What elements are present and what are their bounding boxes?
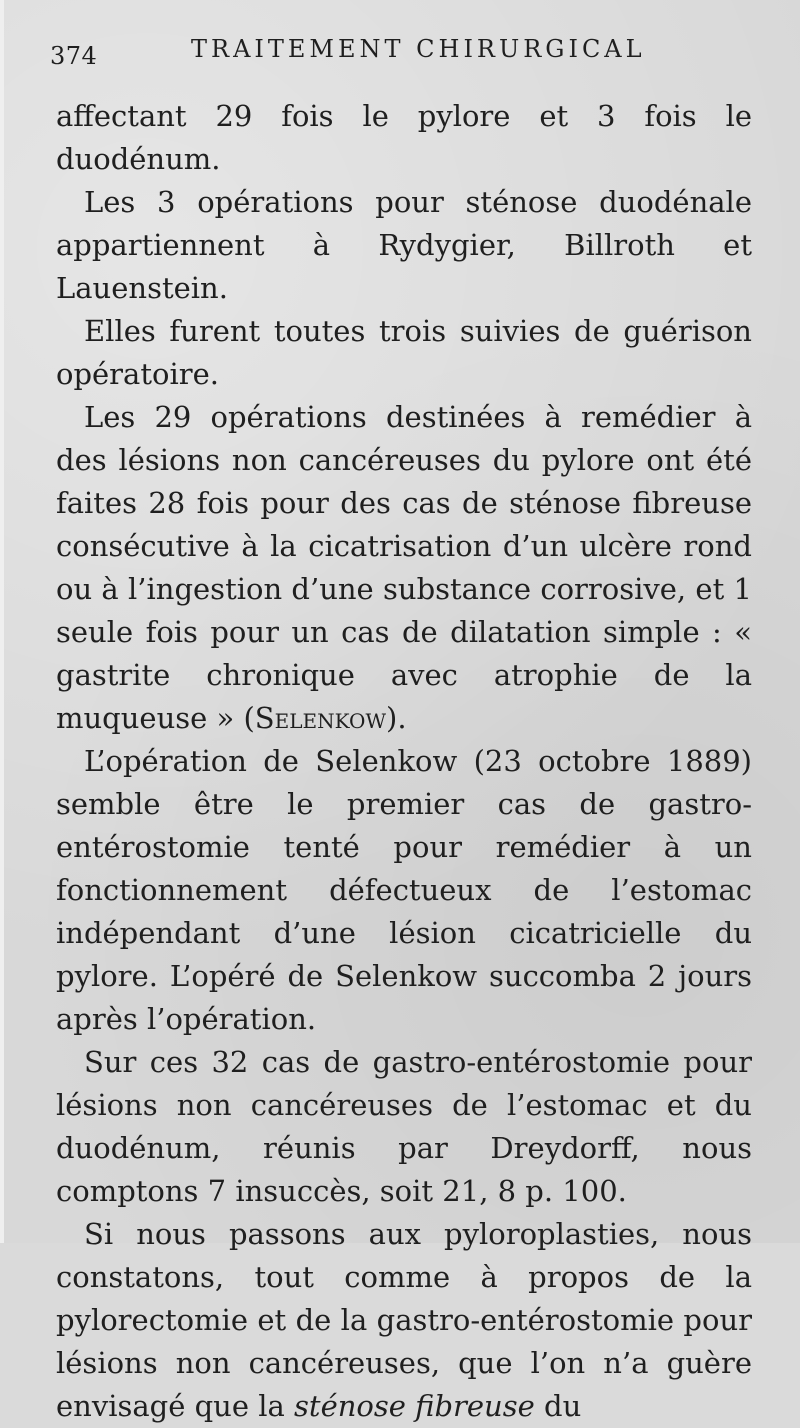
paragraph-1-text: affectant 29 fois le pylore et 3 fois le duodénum. xyxy=(56,99,752,176)
running-head xyxy=(50,35,752,83)
paragraph-4-text-after: ). xyxy=(386,701,407,735)
paragraph-2 xyxy=(56,181,752,310)
paragraph-3 xyxy=(56,310,752,396)
paragraph-1 xyxy=(56,95,752,181)
paragraph-7 xyxy=(56,1213,752,1428)
paragraph-4 xyxy=(56,396,752,740)
italic-phrase: sténose fibreuse xyxy=(294,1389,535,1423)
running-title: TRAITEMENT CHIRURGICAL xyxy=(191,35,646,63)
paragraph-2-text: Les 3 opérations pour sténose duodénale appartiennent à Rydygier, Billroth et Lauenstein. xyxy=(56,185,752,305)
page-number: 374 xyxy=(50,42,98,70)
paragraph-7-text-after: du xyxy=(534,1389,582,1423)
paragraph-5 xyxy=(56,740,752,1041)
paragraph-3-text: Elles furent toutes trois suivies de guérison opératoire. xyxy=(56,314,752,391)
paragraph-6 xyxy=(56,1041,752,1213)
paragraph-5-text: L’opération de Selenkow (23 octobre 1889) semble être le premier cas de gastro-entérostomie tenté pour remédier à un fonctionnement défectueux de l’estomac indépendant d’une lésion cicatricielle du pylore. L’opéré de Selenkow succomba 2 jours après l’opération. xyxy=(56,744,752,1036)
paragraph-6-text: Sur ces 32 cas de gastro-entérostomie pour lésions non cancéreuses de l’estomac et du duodénum, réunis par Dreydorff, nous comptons 7 insuccès, soit 21, 8 p. 100. xyxy=(56,1045,752,1208)
page-body xyxy=(56,95,752,1428)
paragraph-4-text-before: Les 29 opérations destinées à remédier à des lésions non cancéreuses du pylore ont été faites 28 fois pour des cas de sténose fibreuse consécutive à la cicatrisation d’un ulcère rond ou à l’ingestion d’une substance corrosive, et 1 seule fois pour un cas de dilatation simple : « gastrite chronique avec atrophie de la muqueuse » ( xyxy=(56,400,752,735)
author-smallcaps: Selenkow xyxy=(254,701,387,735)
paragraph-7-text-before: Si nous passons aux pyloroplasties, nous constatons, tout comme à propos de la pylorectomie et de la gastro-entérostomie pour lésions non cancéreuses, que l’on n’a guère envisagé que la xyxy=(56,1217,752,1423)
